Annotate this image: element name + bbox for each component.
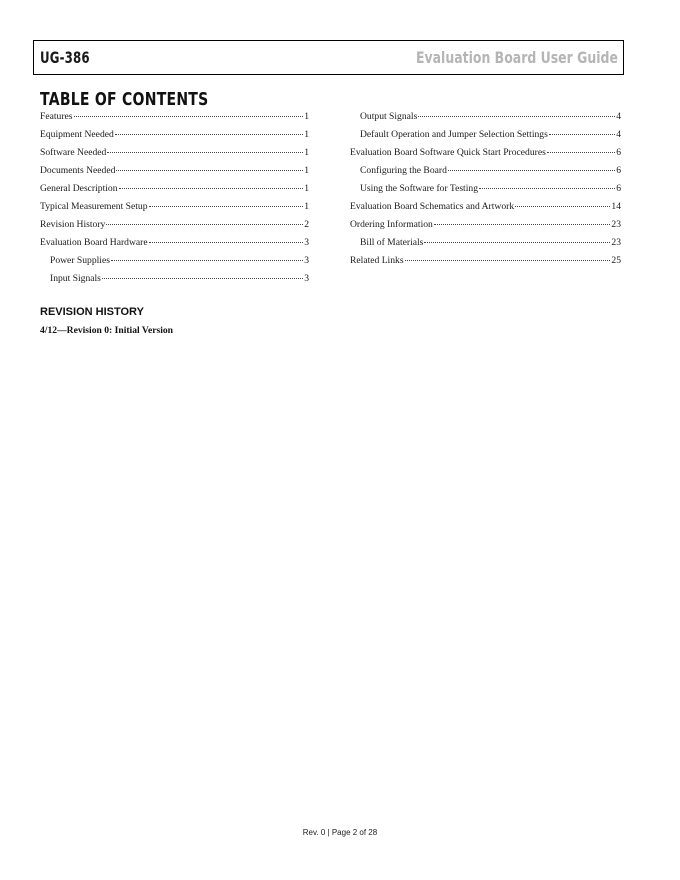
toc-entry-label: Software Needed (40, 147, 107, 158)
toc-column-right (350, 110, 621, 272)
toc-entry-page: 1 (304, 201, 309, 212)
toc-entry[interactable] (350, 254, 621, 272)
toc-entry-page: 1 (304, 111, 309, 122)
toc-leader-dots (547, 152, 615, 153)
toc-entry-page: 1 (304, 147, 309, 158)
toc-entry-page: 3 (304, 255, 309, 266)
toc-entry-page: 14 (611, 201, 621, 212)
toc-leader-dots (111, 260, 303, 261)
toc-entry[interactable] (350, 200, 621, 218)
toc-leader-dots (102, 278, 303, 279)
toc-entry-label: Output Signals (360, 111, 418, 122)
toc-column-left (40, 110, 309, 290)
toc-entry-page: 2 (304, 219, 309, 230)
toc-entry-page: 6 (616, 165, 621, 176)
toc-entry-page: 4 (616, 129, 621, 140)
toc-entry[interactable] (350, 164, 621, 182)
toc-entry[interactable] (350, 128, 621, 146)
toc-leader-dots (515, 206, 610, 207)
toc-entry-page: 23 (611, 237, 621, 248)
toc-leader-dots (405, 260, 611, 261)
toc-entry[interactable] (350, 218, 621, 236)
toc-entry-page: 6 (616, 147, 621, 158)
toc-entry-page: 4 (616, 111, 621, 122)
toc-entry-label: Ordering Information (350, 219, 433, 230)
toc-entry[interactable] (40, 254, 309, 272)
toc-entry-page: 1 (304, 183, 309, 194)
toc-entry[interactable] (40, 272, 309, 290)
toc-entry-label: Revision History (40, 219, 106, 230)
toc-entry-page: 1 (304, 129, 309, 140)
toc-leader-dots (115, 134, 303, 135)
toc-leader-dots (119, 188, 304, 189)
toc-entry-label: Using the Software for Testing (360, 183, 478, 194)
toc-entry[interactable] (350, 182, 621, 200)
toc-entry-label: Features (40, 111, 73, 122)
toc-leader-dots (149, 242, 304, 243)
toc-entry-label: Bill of Materials (360, 237, 424, 248)
toc-entry-page: 23 (611, 219, 621, 230)
toc-heading: TABLE OF CONTENTS (40, 89, 209, 110)
toc-leader-dots (479, 188, 615, 189)
toc-leader-dots (424, 242, 610, 243)
toc-entry-page: 3 (304, 237, 309, 248)
toc-entry-label: Evaluation Board Software Quick Start Procedures (350, 147, 546, 158)
document-title: Evaluation Board User Guide (416, 48, 618, 67)
toc-entry-label: Configuring the Board (360, 165, 447, 176)
toc-entry[interactable] (40, 182, 309, 200)
toc-entry-page: 3 (304, 273, 309, 284)
toc-leader-dots (74, 116, 304, 117)
document-id: UG-386 (40, 48, 90, 67)
toc-entry-label: Input Signals (50, 273, 101, 284)
toc-entry[interactable] (40, 110, 309, 128)
toc-entry[interactable] (350, 146, 621, 164)
toc-entry-label: General Description (40, 183, 118, 194)
revision-history-heading: REVISION HISTORY (40, 306, 144, 318)
toc-entry[interactable] (40, 128, 309, 146)
toc-entry[interactable] (350, 110, 621, 128)
toc-entry[interactable] (40, 236, 309, 254)
toc-leader-dots (549, 134, 615, 135)
toc-entry-label: Power Supplies (50, 255, 110, 266)
toc-entry[interactable] (350, 236, 621, 254)
toc-entry[interactable] (40, 218, 309, 236)
toc-leader-dots (116, 170, 303, 171)
page-header (33, 40, 624, 75)
toc-entry-label: Evaluation Board Hardware (40, 237, 148, 248)
toc-leader-dots (434, 224, 611, 225)
revision-entry: 4/12—Revision 0: Initial Version (40, 325, 173, 336)
toc-leader-dots (448, 170, 615, 171)
toc-leader-dots (106, 224, 303, 225)
toc-entry-label: Equipment Needed (40, 129, 114, 140)
toc-entry-page: 1 (304, 165, 309, 176)
toc-entry-label: Documents Needed (40, 165, 116, 176)
toc-entry-label: Evaluation Board Schematics and Artwork (350, 201, 515, 212)
toc-entry-label: Related Links (350, 255, 404, 266)
toc-entry[interactable] (40, 200, 309, 218)
toc-leader-dots (418, 116, 615, 117)
toc-leader-dots (149, 206, 304, 207)
toc-entry[interactable] (40, 146, 309, 164)
toc-entry[interactable] (40, 164, 309, 182)
page-footer: Rev. 0 | Page 2 of 28 (302, 828, 378, 837)
toc-entry-label: Typical Measurement Setup (40, 201, 148, 212)
toc-entry-label: Default Operation and Jumper Selection Settings (360, 129, 548, 140)
toc-entry-page: 6 (616, 183, 621, 194)
toc-leader-dots (107, 152, 303, 153)
toc-entry-page: 25 (611, 255, 621, 266)
